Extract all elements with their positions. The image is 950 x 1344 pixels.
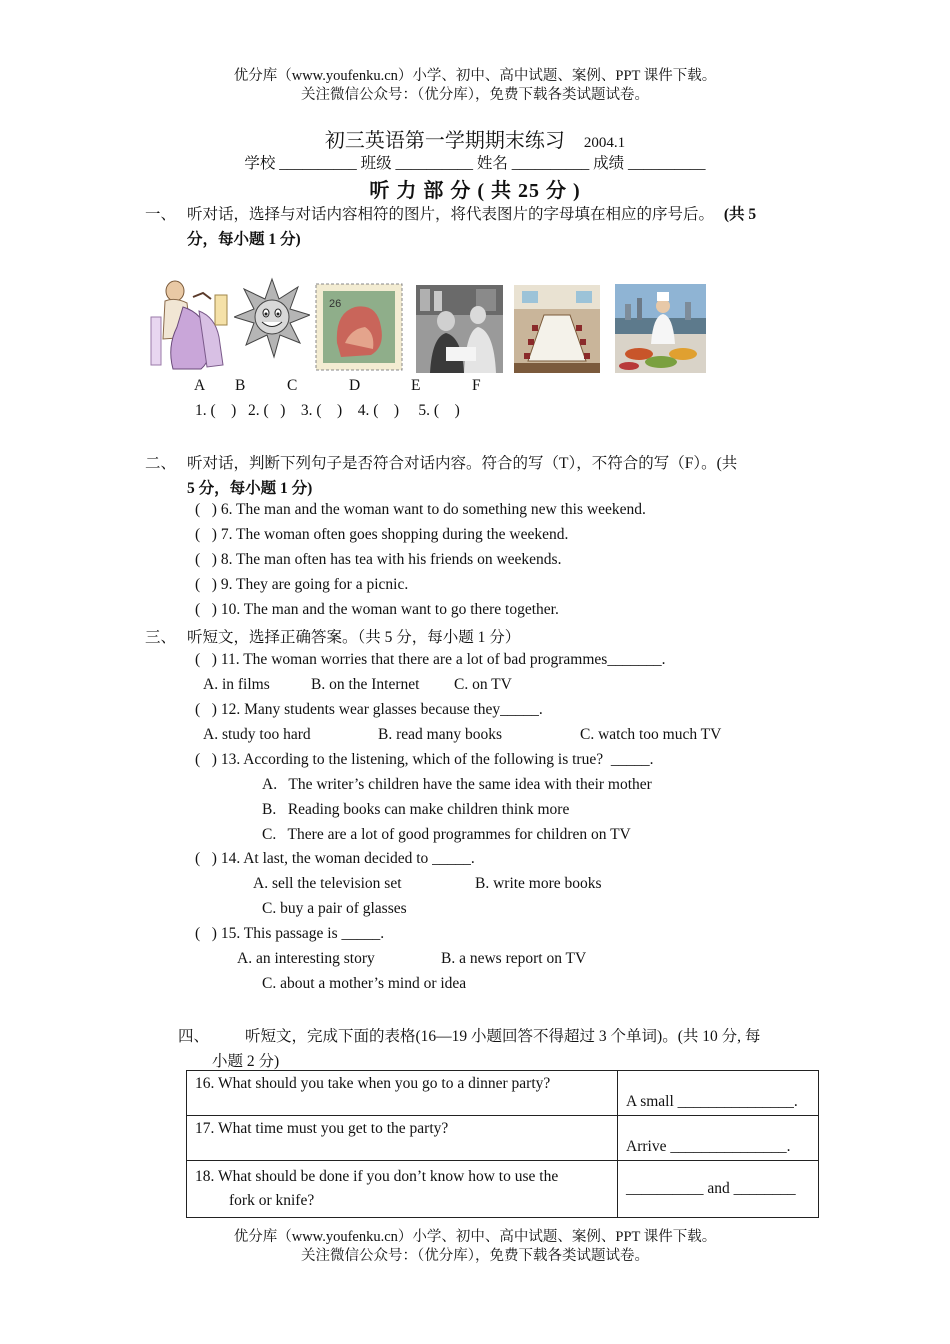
stamp-picture bbox=[315, 283, 403, 373]
part4-number: 四、 bbox=[178, 1028, 210, 1045]
part1-instruction-line2: 分，每小题 1 分) bbox=[187, 231, 301, 248]
table-answer-17: Arrive _______________. bbox=[618, 1116, 819, 1161]
header-line-1: 优分库（www.youfenku.cn）小学、初中、高中试题、案例、PPT 课件下载。 bbox=[233, 68, 717, 84]
picture-letter-b: B bbox=[235, 377, 246, 394]
title-date: 2004.1 bbox=[583, 135, 626, 151]
tailor-clothes-picture bbox=[143, 277, 231, 372]
q13-option-a: A. The writer’s children have the same idea with their mother bbox=[262, 776, 652, 793]
part4-instruction: 听短文，完成下面的表格(16—19 小题回答不得超过 3 个单词)。(共 10 分, 每 bbox=[245, 1028, 761, 1045]
q15-option-a: A. an interesting story bbox=[237, 950, 375, 967]
footer-line-1: 优分库（www.youfenku.cn）小学、初中、高中试题、案例、PPT 课件下载。 bbox=[233, 1229, 717, 1245]
part3-number: 三、 bbox=[145, 629, 177, 646]
q13-option-b: B. Reading books can make children think more bbox=[262, 801, 570, 818]
table-question-16: 16. What should you take when you go to a dinner party? bbox=[187, 1071, 618, 1116]
question-14: ( ) 14. At last, the woman decided to _____. bbox=[195, 850, 475, 867]
q11-option-c: C. on TV bbox=[454, 676, 512, 693]
part4-instruction-line2: 小题 2 分) bbox=[212, 1053, 280, 1070]
sun-face-picture bbox=[234, 277, 310, 371]
part3-instruction: 听短文，选择正确答案。（共 5 分，每小题 1 分） bbox=[187, 629, 521, 646]
q15-option-c: C. about a mother’s mind or idea bbox=[262, 975, 467, 992]
svg-text:26: 26 bbox=[329, 298, 342, 310]
people-reading-photo bbox=[416, 285, 503, 373]
question-15: ( ) 15. This passage is _____. bbox=[195, 925, 385, 942]
q14-option-a: A. sell the television set bbox=[253, 875, 402, 892]
picture-letter-d: D bbox=[349, 377, 361, 394]
tf-item-9: ( ) 9. They are going for a picnic. bbox=[195, 576, 409, 593]
question-11: ( ) 11. The woman worries that there are a lot of bad programmes_______. bbox=[195, 651, 666, 668]
part2-instruction-line2: 5 分，每小题 1 分) bbox=[187, 480, 313, 497]
table-question-17: 17. What time must you get to the party? bbox=[187, 1116, 618, 1161]
table-row bbox=[187, 1071, 819, 1116]
part1-score: (共 5 bbox=[723, 206, 757, 223]
part1-instruction-text: 听对话，选择与对话内容相符的图片，将代表图片的字母填在相应的序号后。 bbox=[187, 206, 715, 223]
picture-letter-e: E bbox=[411, 377, 421, 394]
part2-number: 二、 bbox=[145, 455, 177, 472]
table-answer-16: A small _______________. bbox=[618, 1071, 819, 1116]
q14-option-b: B. write more books bbox=[475, 875, 602, 892]
question-12: ( ) 12. Many students wear glasses because they_____. bbox=[195, 701, 543, 718]
table-row bbox=[187, 1161, 819, 1218]
chef-buffet-photo bbox=[615, 284, 706, 373]
part2-instruction: 听对话，判断下列句子是否符合对话内容。符合的写（T），不符合的写（F）。(共 bbox=[187, 455, 738, 472]
meeting-room-photo bbox=[514, 285, 600, 373]
picture-letter-a: A bbox=[194, 377, 206, 394]
picture-letter-f: F bbox=[472, 377, 481, 394]
q14-option-c: C. buy a pair of glasses bbox=[262, 900, 407, 917]
part1-answer-blanks: 1. ( ) 2. ( ) 3. ( ) 4. ( ) 5. ( ) bbox=[195, 402, 460, 419]
picture-letter-c: C bbox=[287, 377, 298, 394]
q12-option-a: A. study too hard bbox=[203, 726, 311, 743]
question-13: ( ) 13. According to the listening, which of the following is true? _____. bbox=[195, 751, 654, 768]
table-question-18 bbox=[187, 1161, 618, 1218]
table-answer-18: __________ and ________ bbox=[618, 1161, 819, 1218]
part1-instruction bbox=[187, 202, 756, 224]
tf-item-8: ( ) 8. The man often has tea with his friends on weekends. bbox=[195, 551, 562, 568]
tf-item-10: ( ) 10. The man and the woman want to go there together. bbox=[195, 601, 559, 618]
section-heading: 听 力 部 分 ( 共 25 分 ) bbox=[369, 180, 581, 202]
q15-option-b: B. a news report on TV bbox=[441, 950, 587, 967]
table-row bbox=[187, 1116, 819, 1161]
answer-table bbox=[186, 1070, 819, 1218]
q11-option-a: A. in films bbox=[203, 676, 270, 693]
part1-number: 一、 bbox=[145, 206, 177, 223]
header-line-2: 关注微信公众号：（优分库），免费下载各类试题试卷。 bbox=[301, 87, 649, 103]
title-main: 初三英语第一学期期末练习 bbox=[324, 130, 565, 152]
page-title bbox=[0, 124, 950, 153]
q11-option-b: B. on the Internet bbox=[311, 676, 420, 693]
tf-item-7: ( ) 7. The woman often goes shopping during the weekend. bbox=[195, 526, 569, 543]
table-question-18-line2: fork or knife? bbox=[229, 1192, 315, 1209]
q12-option-c: C. watch too much TV bbox=[580, 726, 722, 743]
tf-item-6: ( ) 6. The man and the woman want to do something new this weekend. bbox=[195, 501, 646, 518]
q12-option-b: B. read many books bbox=[378, 726, 502, 743]
table-question-18-line1: 18. What should be done if you don’t know how to use the bbox=[195, 1168, 559, 1185]
q13-option-c: C. There are a lot of good programmes for children on TV bbox=[262, 826, 631, 843]
student-info-line: 学校 __________ 班级 __________ 姓名 __________ 成绩 __________ bbox=[244, 155, 706, 172]
footer-line-2: 关注微信公众号：（优分库），免费下载各类试题试卷。 bbox=[301, 1248, 649, 1264]
